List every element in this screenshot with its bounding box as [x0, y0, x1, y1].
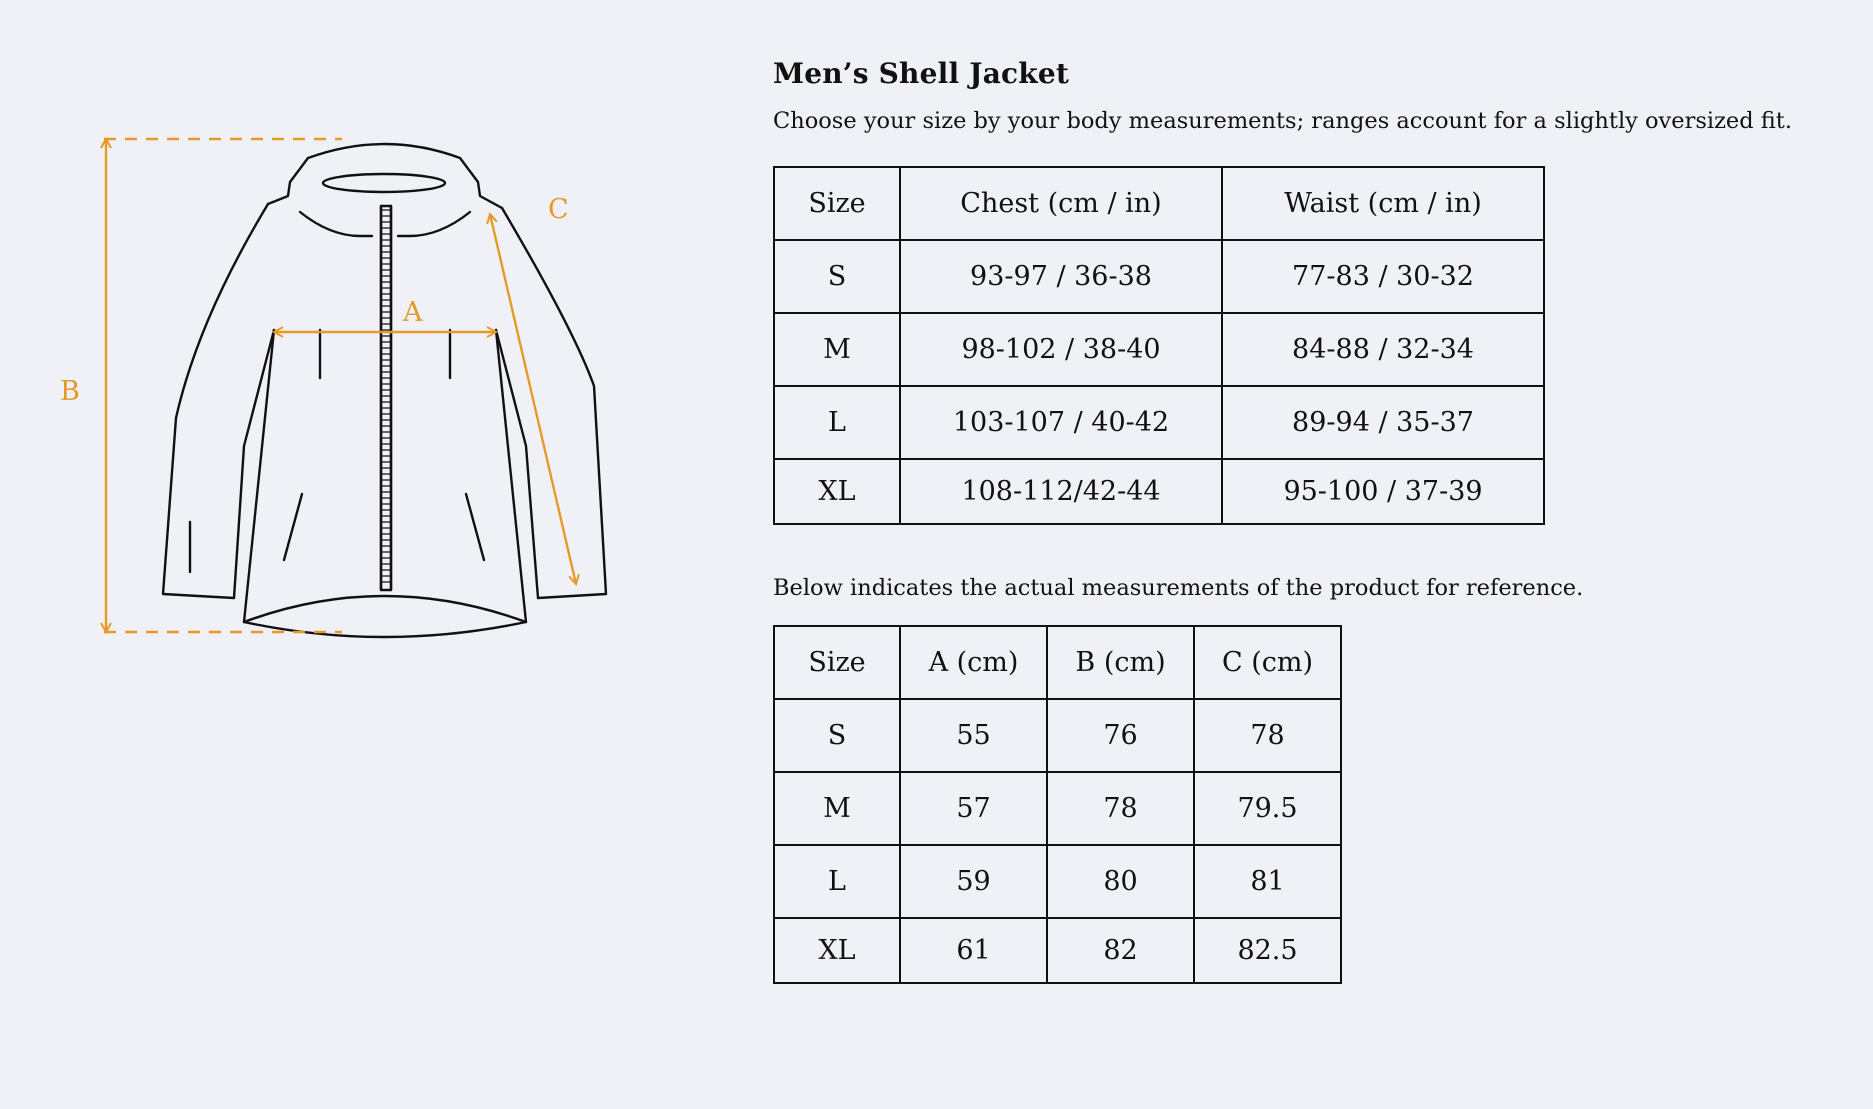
header-size: Size: [774, 626, 900, 699]
cell-waist: 95-100 / 37-39: [1222, 459, 1544, 524]
table-header-row: [774, 626, 1341, 699]
header-a: A (cm): [900, 626, 1047, 699]
cell-a: 55: [900, 699, 1047, 772]
cell-chest: 108-112/42-44: [900, 459, 1222, 524]
label-c: C: [548, 194, 569, 225]
cell-waist: 89-94 / 35-37: [1222, 386, 1544, 459]
cell-c: 78: [1194, 699, 1341, 772]
header-chest: Chest (cm / in): [900, 167, 1222, 240]
cell-c: 81: [1194, 845, 1341, 918]
table-row: [774, 386, 1544, 459]
page-title: Men’s Shell Jacket: [773, 57, 1070, 90]
cell-size: XL: [774, 918, 900, 983]
cell-c: 82.5: [1194, 918, 1341, 983]
table-row: [774, 845, 1341, 918]
table-row: [774, 772, 1341, 845]
table-row: [774, 240, 1544, 313]
cell-c: 79.5: [1194, 772, 1341, 845]
cell-a: 57: [900, 772, 1047, 845]
cell-size: XL: [774, 459, 900, 524]
label-a: A: [403, 297, 423, 328]
cell-size: M: [774, 772, 900, 845]
jacket-outline-icon: [163, 144, 606, 637]
cell-size: L: [774, 386, 900, 459]
cell-size: M: [774, 313, 900, 386]
cell-b: 76: [1047, 699, 1194, 772]
table-row: [774, 459, 1544, 524]
cell-size: L: [774, 845, 900, 918]
table-row: [774, 313, 1544, 386]
cell-b: 82: [1047, 918, 1194, 983]
jacket-measurement-diagram: [0, 0, 740, 720]
cell-size: S: [774, 699, 900, 772]
product-measurement-note: Below indicates the actual measurements of the product for reference.: [773, 575, 1584, 601]
cell-b: 80: [1047, 845, 1194, 918]
header-waist: Waist (cm / in): [1222, 167, 1544, 240]
table-header-row: [774, 167, 1544, 240]
cell-waist: 84-88 / 32-34: [1222, 313, 1544, 386]
cell-chest: 98-102 / 38-40: [900, 313, 1222, 386]
header-size: Size: [774, 167, 900, 240]
page-subtitle: Choose your size by your body measurements; ranges account for a slightly oversized fit.: [773, 108, 1793, 134]
cell-b: 78: [1047, 772, 1194, 845]
cell-a: 61: [900, 918, 1047, 983]
body-size-table: [773, 166, 1545, 525]
table-row: [774, 918, 1341, 983]
label-b: B: [60, 376, 80, 407]
header-c: C (cm): [1194, 626, 1341, 699]
cell-chest: 103-107 / 40-42: [900, 386, 1222, 459]
size-guide-panel: [773, 54, 1833, 984]
cell-chest: 93-97 / 36-38: [900, 240, 1222, 313]
header-b: B (cm): [1047, 626, 1194, 699]
cell-a: 59: [900, 845, 1047, 918]
cell-size: S: [774, 240, 900, 313]
table-row: [774, 699, 1341, 772]
product-measurement-table: [773, 625, 1342, 984]
cell-waist: 77-83 / 30-32: [1222, 240, 1544, 313]
